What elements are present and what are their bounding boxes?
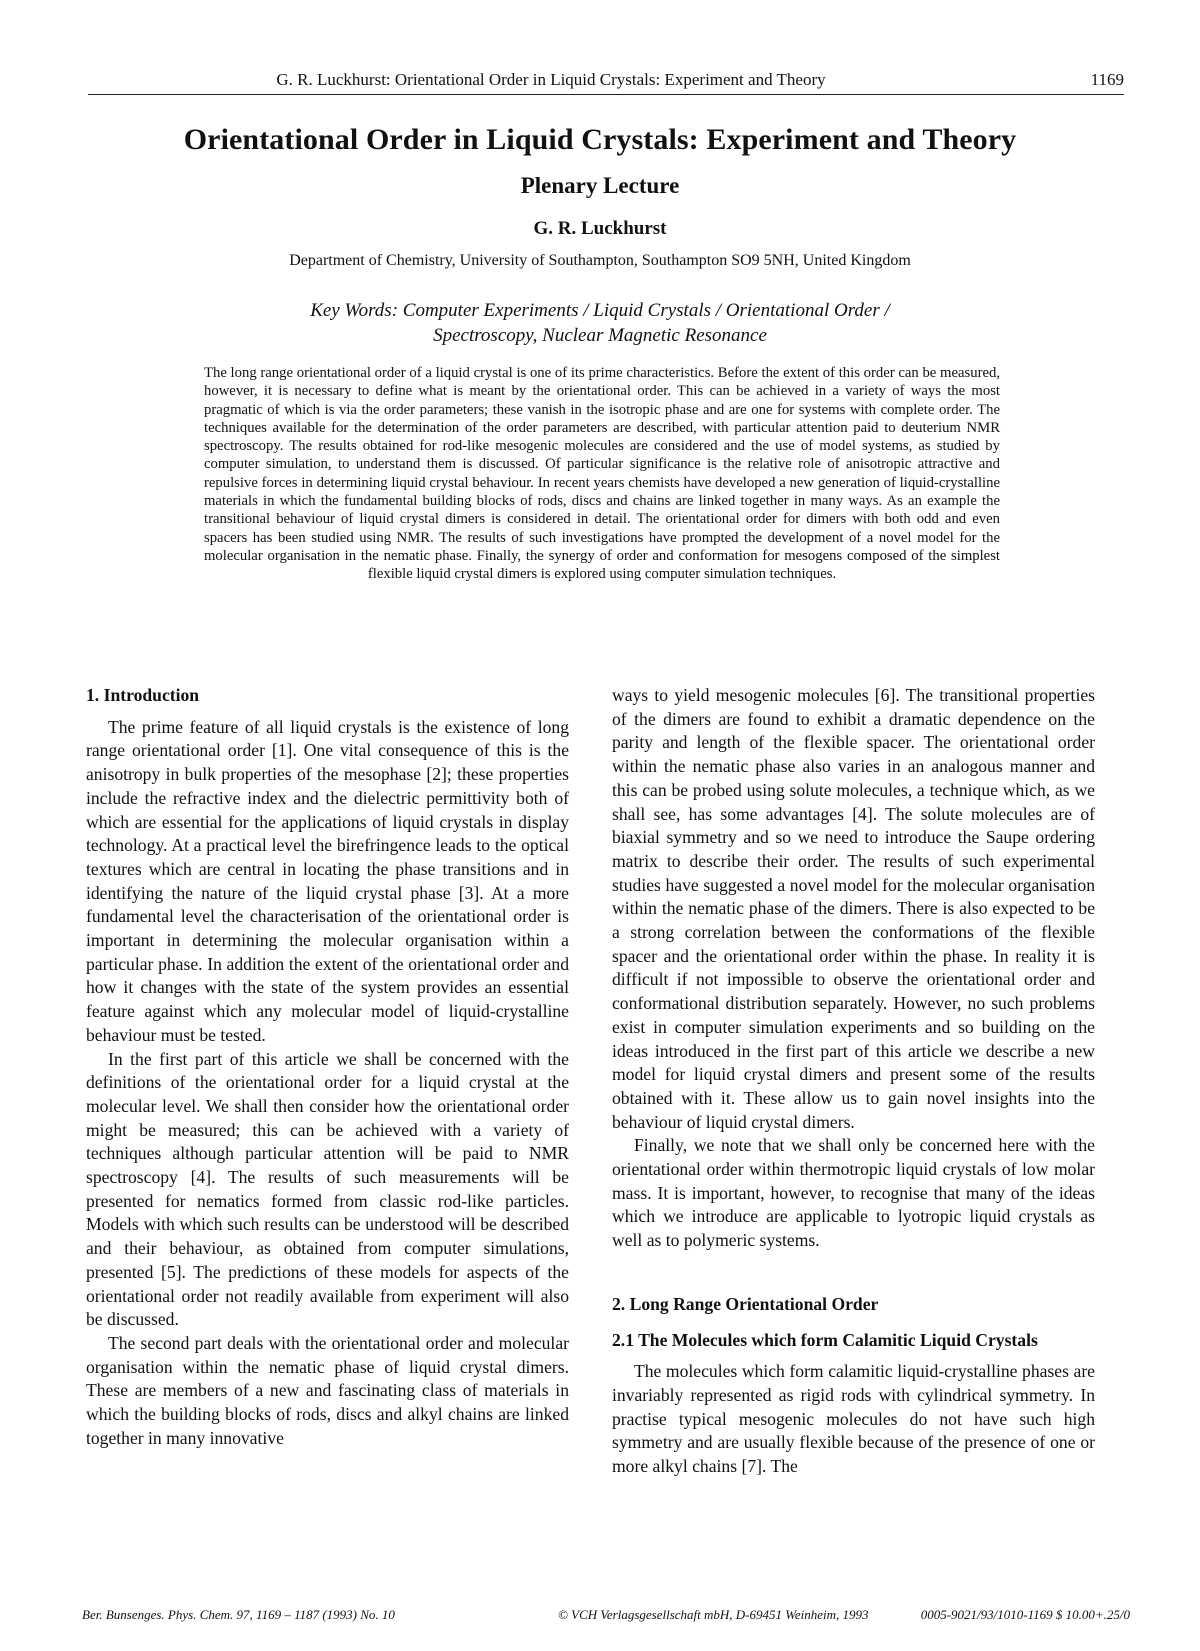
- article-subtitle: Plenary Lecture: [520, 173, 680, 198]
- paragraph: The molecules which form calamitic liquid-crystalline phases are invariably represented as rigid rods with cylindrical symmetry. In practise typical mesogenic molecules do not have such high symmetry and are usually flexible because of the presence of one or more alkyl chains [7]. The: [612, 1361, 1095, 1477]
- footer-journal-citation: Ber. Bunsenges. Phys. Chem. 97, 1169 – 1187 (1993) No. 10: [82, 1607, 395, 1622]
- paragraph: ways to yield mesogenic molecules [6]. The transitional properties of the dimers are found to exhibit a dramatic dependence on the parity and length of the flexible spacer. The orientational order within the nematic phase also varies in an analogous manner and this can be probed using solute molecules, a technique which, as we shall see, has some advantages [4]. The solute molecules are of biaxial symmetry and so we need to introduce the Saupe ordering matrix to describe their order. The results of such experimental studies have suggested a novel model for the molecular organisation within the nematic phase of the dimers. There is also expected to be a strong correlation between the conformations of the flexible spacer and the orientational order within the phase. In reality it is difficult if not impossible to observe the orientational order and conformational distribution separately. However, no such problems exist in computer simulation experiments and so building on the ideas introduced in the first part of this article we describe a new model for liquid crystal dimers and present some of the results obtained with it. These allow us to gain novel insights into the behaviour of liquid crystal dimers.: [612, 685, 1095, 1132]
- paragraph: Finally, we note that we shall only be concerned here with the orientational order within thermotropic liquid crystals of low molar mass. It is important, however, to recognise that many of the ideas which we introduce are applicable to lyotropic liquid crystals as well as to polymeric systems.: [612, 1135, 1095, 1251]
- abstract: [204, 364, 1000, 584]
- paragraph: The second part deals with the orientational order and molecular organisation within the nematic phase of liquid crystal dimers. These are members of a new and fascinating class of materials in which the building blocks of rods, discs and alkyl chains are linked together in many innovative: [86, 1332, 569, 1448]
- paragraph: In the first part of this article we shall be concerned with the definitions of the orientational order for a liquid crystal at the molecular level. We shall then consider how the orientational order might be measured; this can be achieved with a variety of techniques although particular attention will be paid to NMR spectroscopy [4]. The results of such measurements will be presented for nematics formed from classic rod-like particles. Models with which such results can be understood will be described and their behaviour, as obtained from computer simulations, presented [5]. The predictions of these models for aspects of the orientational order not readily available from experiment will also be discussed.: [86, 1048, 569, 1330]
- left-column: [86, 684, 569, 1451]
- running-head: [88, 70, 1124, 95]
- keywords-line-1: Key Words: Computer Experiments / Liquid Crystals / Orientational Order /: [310, 300, 890, 321]
- footer-copyright: © VCH Verlagsgesellschaft mbH, D-69451 Weinheim, 1993: [558, 1607, 869, 1622]
- paragraph: The prime feature of all liquid crystals is the existence of long range orientational order [1]. One vital consequence of this is the anisotropy in bulk properties of the mesophase [2]; these properties include the refractive index and the dielectric permittivity both of which are essential for the applications of liquid crystals in display technology. At a practical level the birefringence leads to the optical textures which are central in locating the phase transitions and in identifying the nature of the liquid crystal phase [3]. At a more fundamental level the characterisation of the orientational order is important in determining the molecular organisation within a particular phase. In addition the extent of the orientational order and how it changes with the state of the system provides an essential feature against which any molecular model of liquid-crystalline behaviour must be tested.: [86, 716, 569, 1045]
- page-number: 1169: [1090, 70, 1124, 89]
- keywords: [180, 298, 1020, 348]
- abstract-text: The long range orientational order of a liquid crystal is one of its prime characteristics. Before the extent of this order can be measured, however, it is necessary to define what is meant by the orientational order. This can be achieved in a variety of ways the most pragmatic of which is via the order parameters; these vanish in the isotropic phase and are one for systems with complete order. The techniques available for the determination of the order parameters are described, with particular attention paid to deuterium NMR spectroscopy. The results obtained for rod-like mesogenic molecules are considered and the use of model systems, as studied by computer simulation, to understand them is discussed. Of particular significance is the relative role of anisotropic attractive and repulsive forces in determining liquid crystal behaviour. In recent years chemists have developed a new generation of liquid-crystalline materials in which the fundamental building blocks of rods, discs and chains are linked together in many ways. As an example the transitional behaviour of liquid crystal dimers is considered in detail. The orientational order for dimers with both odd and even spacers has been studied using NMR. The results of such investigations have prompted the development of a novel model for the molecular organisation in the nematic phase. Finally, the synergy of order and conformation for mesogens composed of the simplest flexible liquid crystal dimers is explored using computer simulation techniques.: [204, 365, 1000, 583]
- article-title: Orientational Order in Liquid Crystals: Experiment and Theory: [183, 123, 1017, 156]
- section-heading-long-range-order: 2. Long Range Orientational Order: [612, 1293, 879, 1314]
- keywords-line-2: Spectroscopy, Nuclear Magnetic Resonance: [433, 325, 767, 346]
- running-head-title: G. R. Luckhurst: Orientational Order in Liquid Crystals: Experiment and Theory: [276, 70, 826, 89]
- right-column: [612, 684, 1095, 1479]
- author-affiliation: Department of Chemistry, University of Southampton, Southampton SO9 5NH, United Kingdom: [289, 252, 911, 269]
- footer-article-code: 0005-9021/93/1010-1169 $ 10.00+.25/0: [920, 1607, 1130, 1622]
- subsection-heading-calamitic: 2.1 The Molecules which form Calamitic Liquid Crystals: [612, 1329, 1038, 1350]
- author-name: G. R. Luckhurst: [533, 218, 667, 239]
- section-heading-introduction: 1. Introduction: [86, 685, 200, 705]
